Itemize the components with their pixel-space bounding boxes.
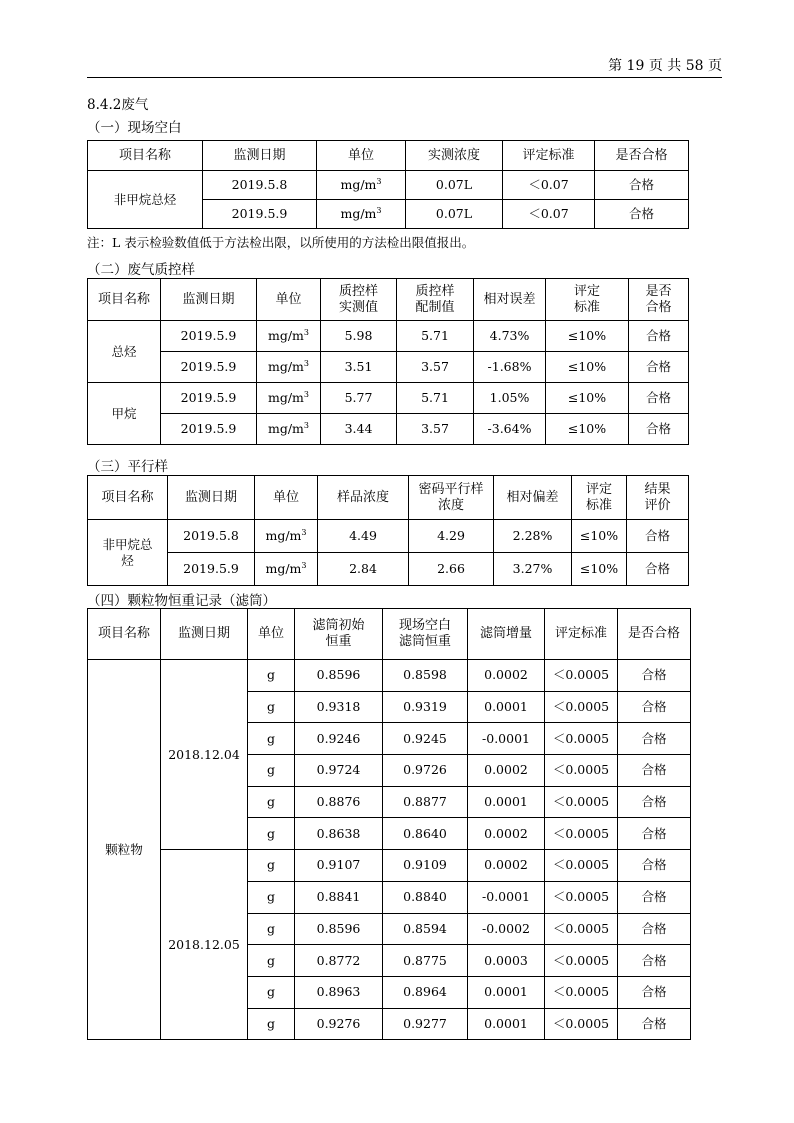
column-header: 滤筒初始 恒重 [295,609,383,660]
increment-cell: 0.0001 [468,976,545,1008]
unit-cell: $mg/m^3$ [257,321,321,352]
prepared-cell: 5.71 [397,321,474,352]
table4-title: （四）颗粒物恒重记录（滤筒） [87,593,276,609]
unit-cell: g [248,786,295,818]
column-header: 评定标准 [503,141,595,171]
standard-cell: ＜0.07 [503,171,595,200]
table-header-row [88,476,689,520]
column-header: 相对误差 [474,279,546,321]
result-cell: 合格 [627,553,689,586]
column-header: 滤筒增量 [468,609,545,660]
result-cell: 合格 [618,786,691,818]
initial-weight-cell: 0.9318 [295,691,383,723]
standard-cell: ＜0.0005 [545,786,618,818]
date-cell: 2019.5.9 [161,383,257,414]
column-header: 单位 [248,609,295,660]
table-row [88,352,689,383]
column-header: 相对偏差 [494,476,572,520]
relative-error-cell: -1.68% [474,352,546,383]
column-header: 项目名称 [88,609,161,660]
initial-weight-cell: 0.9246 [295,723,383,755]
value-cell: 0.07L [406,171,503,200]
standard-cell: ＜0.0005 [545,1008,618,1040]
unit-cell: $mg/m^3$ [317,171,406,200]
item-name-cell: 甲烷 [88,383,161,445]
blank-weight-cell: 0.9109 [383,850,468,882]
column-header: 监测日期 [168,476,255,520]
column-header: 质控样 实测值 [321,279,397,321]
unit-cell: $mg/m^3$ [317,200,406,229]
measured-cell: 3.51 [321,352,397,383]
relative-error-cell: 1.05% [474,383,546,414]
unit-cell: g [248,691,295,723]
initial-weight-cell: 0.8638 [295,818,383,850]
increment-cell: 0.0003 [468,945,545,977]
result-cell: 合格 [618,818,691,850]
parallel-conc-cell: 4.29 [409,520,494,553]
increment-cell: 0.0002 [468,818,545,850]
column-header: 项目名称 [88,279,161,321]
column-header: 是否合格 [595,141,689,171]
measured-cell: 5.77 [321,383,397,414]
sample-conc-cell: 2.84 [318,553,409,586]
standard-cell: ＜0.0005 [545,755,618,787]
date-cell: 2018.12.04 [161,660,248,850]
result-cell: 合格 [595,200,689,229]
standard-cell: ≤10% [546,414,629,445]
unit-cell: g [248,755,295,787]
page-header [87,57,722,78]
standard-cell: ＜0.0005 [545,976,618,1008]
table-row [88,553,689,586]
unit-cell: g [248,1008,295,1040]
unit-cell: g [248,723,295,755]
parallel-sample-table [87,475,689,586]
blank-weight-cell: 0.8775 [383,945,468,977]
column-header: 密码平行样 浓度 [409,476,494,520]
prepared-cell: 3.57 [397,352,474,383]
result-cell: 合格 [618,913,691,945]
column-header: 样品浓度 [318,476,409,520]
initial-weight-cell: 0.8841 [295,881,383,913]
column-header: 质控样 配制值 [397,279,474,321]
initial-weight-cell: 0.8772 [295,945,383,977]
date-cell: 2018.12.05 [161,850,248,1040]
blank-weight-cell: 0.8594 [383,913,468,945]
increment-cell: 0.0002 [468,755,545,787]
value-cell: 0.07L [406,200,503,229]
initial-weight-cell: 0.8596 [295,913,383,945]
initial-weight-cell: 0.8596 [295,660,383,692]
unit-cell: g [248,913,295,945]
table3-title: （三）平行样 [87,459,168,475]
initial-weight-cell: 0.9724 [295,755,383,787]
blank-weight-cell: 0.8877 [383,786,468,818]
standard-cell: ≤10% [546,352,629,383]
blank-weight-cell: 0.8640 [383,818,468,850]
result-cell: 合格 [618,660,691,692]
initial-weight-cell: 0.9276 [295,1008,383,1040]
prepared-cell: 3.57 [397,414,474,445]
blank-weight-cell: 0.8964 [383,976,468,1008]
result-cell: 合格 [618,1008,691,1040]
column-header: 项目名称 [88,141,203,171]
unit-cell: g [248,660,295,692]
column-header: 评定标准 [545,609,618,660]
blank-weight-cell: 0.9277 [383,1008,468,1040]
column-header: 评定 标准 [546,279,629,321]
initial-weight-cell: 0.8963 [295,976,383,1008]
increment-cell: -0.0001 [468,723,545,755]
qc-sample-table [87,278,689,445]
parallel-conc-cell: 2.66 [409,553,494,586]
relative-deviation-cell: 2.28% [494,520,572,553]
standard-cell: ＜0.07 [503,200,595,229]
column-header: 监测日期 [161,279,257,321]
result-cell: 合格 [627,520,689,553]
initial-weight-cell: 0.9107 [295,850,383,882]
result-cell: 合格 [618,945,691,977]
column-header: 是否 合格 [629,279,689,321]
column-header: 监测日期 [203,141,317,171]
standard-cell: ≤10% [546,321,629,352]
increment-cell: 0.0001 [468,1008,545,1040]
increment-cell: -0.0002 [468,913,545,945]
unit-cell: $mg/m^3$ [257,383,321,414]
particulate-weight-table [87,608,691,1040]
result-cell: 合格 [629,321,689,352]
item-name-cell: 非甲烷总 烃 [88,520,168,586]
standard-cell: ＜0.0005 [545,723,618,755]
standard-cell: ＜0.0005 [545,945,618,977]
standard-cell: ＜0.0005 [545,850,618,882]
blank-weight-cell: 0.8598 [383,660,468,692]
item-name-cell: 总烃 [88,321,161,383]
standard-cell: ＜0.0005 [545,913,618,945]
column-header: 现场空白 滤筒恒重 [383,609,468,660]
table-header-row [88,141,689,171]
increment-cell: 0.0002 [468,850,545,882]
increment-cell: 0.0002 [468,660,545,692]
table1-note: 注：L 表示检验数值低于方法检出限，以所使用的方法检出限值报出。 [87,235,475,250]
unit-cell: $mg/m^3$ [255,520,318,553]
column-header: 评定 标准 [572,476,627,520]
result-cell: 合格 [618,850,691,882]
column-header: 是否合格 [618,609,691,660]
field-blank-table [87,140,689,229]
standard-cell: ＜0.0005 [545,818,618,850]
unit-cell: g [248,818,295,850]
date-cell: 2019.5.8 [168,520,255,553]
column-header: 监测日期 [161,609,248,660]
blank-weight-cell: 0.9245 [383,723,468,755]
increment-cell: 0.0001 [468,691,545,723]
item-name-cell: 非甲烷总烃 [88,171,203,229]
unit-cell: $mg/m^3$ [257,352,321,383]
section-title: 8.4.2废气 [87,97,149,113]
column-header: 单位 [257,279,321,321]
blank-weight-cell: 0.9319 [383,691,468,723]
unit-cell: $mg/m^3$ [257,414,321,445]
standard-cell: ＜0.0005 [545,660,618,692]
date-cell: 2019.5.9 [161,414,257,445]
table-header-row [88,609,691,660]
result-cell: 合格 [618,976,691,1008]
unit-cell: g [248,945,295,977]
table-row [88,520,689,553]
date-cell: 2019.5.9 [161,321,257,352]
column-header: 项目名称 [88,476,168,520]
table2-title: （二）废气质控样 [87,262,195,278]
table-row [88,414,689,445]
standard-cell: ＜0.0005 [545,881,618,913]
table-header-row [88,279,689,321]
table-row [88,171,689,200]
measured-cell: 3.44 [321,414,397,445]
increment-cell: -0.0001 [468,881,545,913]
relative-deviation-cell: 3.27% [494,553,572,586]
table-row [88,660,691,692]
unit-cell: $mg/m^3$ [255,553,318,586]
result-cell: 合格 [595,171,689,200]
unit-cell: g [248,850,295,882]
relative-error-cell: -3.64% [474,414,546,445]
result-cell: 合格 [618,755,691,787]
result-cell: 合格 [618,691,691,723]
result-cell: 合格 [618,723,691,755]
standard-cell: ＜0.0005 [545,691,618,723]
unit-cell: g [248,881,295,913]
item-name-cell: 颗粒物 [88,660,161,1040]
sample-conc-cell: 4.49 [318,520,409,553]
table-row [88,321,689,352]
table-row [88,383,689,414]
result-cell: 合格 [629,352,689,383]
unit-cell: g [248,976,295,1008]
column-header: 结果 评价 [627,476,689,520]
relative-error-cell: 4.73% [474,321,546,352]
column-header: 单位 [317,141,406,171]
standard-cell: ≤10% [572,520,627,553]
result-cell: 合格 [629,414,689,445]
page-number: 第 19 页 共 58 页 [608,58,722,74]
standard-cell: ≤10% [572,553,627,586]
table-row [88,850,691,882]
blank-weight-cell: 0.9726 [383,755,468,787]
date-cell: 2019.5.9 [168,553,255,586]
initial-weight-cell: 0.8876 [295,786,383,818]
result-cell: 合格 [629,383,689,414]
prepared-cell: 5.71 [397,383,474,414]
table1-title: （一）现场空白 [87,120,182,136]
column-header: 实测浓度 [406,141,503,171]
date-cell: 2019.5.8 [203,171,317,200]
result-cell: 合格 [618,881,691,913]
measured-cell: 5.98 [321,321,397,352]
column-header: 单位 [255,476,318,520]
standard-cell: ≤10% [546,383,629,414]
increment-cell: 0.0001 [468,786,545,818]
blank-weight-cell: 0.8840 [383,881,468,913]
date-cell: 2019.5.9 [203,200,317,229]
date-cell: 2019.5.9 [161,352,257,383]
